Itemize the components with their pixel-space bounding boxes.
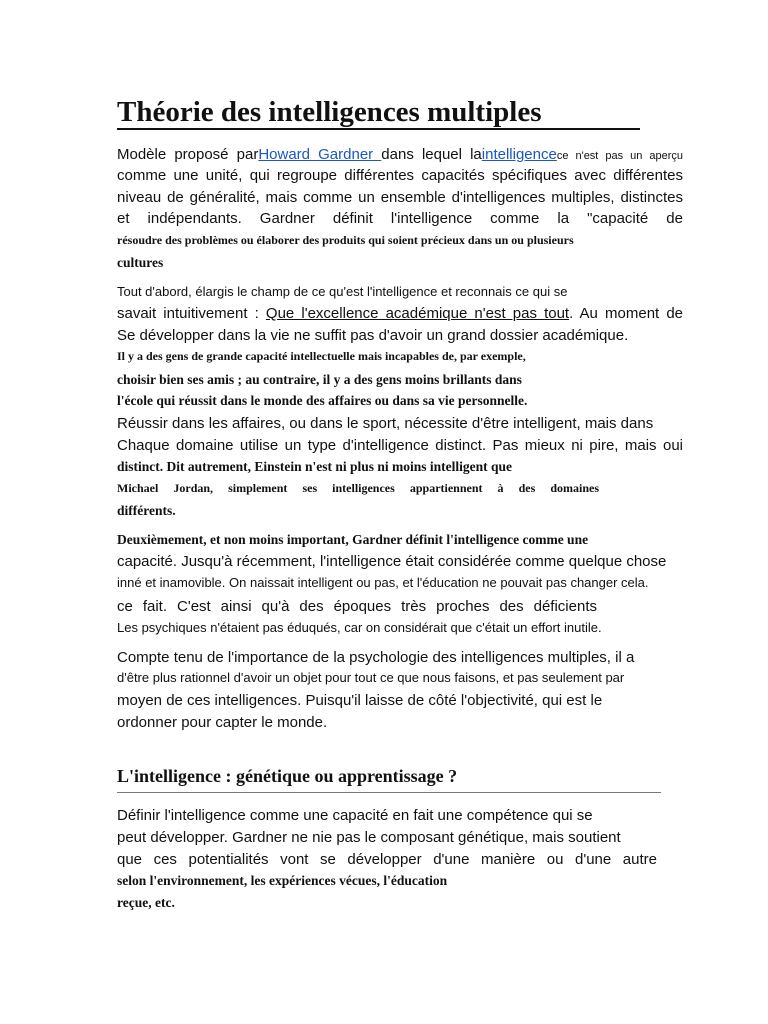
page-title: Théorie des intelligences multiples (117, 96, 542, 128)
paragraph-1-line-3: niveau de généralité, mais comme un ensemble d'intelligences multiples, distinctes (117, 189, 683, 206)
paragraph-4-line-4: ordonner pour capter le monde. (117, 714, 328, 731)
paragraph-1-line-5: résoudre des problèmes ou élaborer des produits qui soient précieux dans un ou plusieurs (117, 233, 574, 247)
title-underline (117, 128, 640, 130)
paragraph-2-line-8: Chaque domaine utilise un type d'intelligence distinct. Pas mieux ni pire, mais oui (117, 437, 683, 454)
paragraph-2-line-10: Michael Jordan, simplement ses intelligences appartiennent à des domaines (117, 481, 599, 495)
paragraph-1-line-6: cultures (117, 255, 164, 270)
text-span: dans lequel la (381, 146, 482, 163)
paragraph-1-line-2: comme une unité, qui regroupe différentes capacités spécifiques avec différentes (117, 167, 683, 184)
section-heading-rule (117, 792, 661, 793)
paragraph-2-line-1: Tout d'abord, élargis le champ de ce qu'est l'intelligence et reconnais ce qui se (117, 284, 568, 299)
paragraph-2-line-6: l'école qui réussit dans le monde des affaires ou dans sa vie personnelle. (117, 393, 528, 408)
underlined-quote: Que l'excellence académique n'est pas tout (265, 305, 570, 322)
paragraph-5-line-5: reçue, etc. (117, 895, 175, 910)
paragraph-2-line-11: différents. (117, 503, 176, 518)
paragraph-2-line-2 (117, 305, 683, 322)
paragraph-2-line-7: Réussir dans les affaires, ou dans le sport, nécessite d'être intelligent, mais dans (117, 415, 654, 432)
paragraph-5-line-4: selon l'environnement, les expériences vécues, l'éducation (117, 873, 448, 888)
howard-gardner-link[interactable]: Howard Gardner (258, 146, 382, 163)
paragraph-1-line-4: et indépendants. Gardner définit l'intelligence comme la "capacité de (117, 210, 683, 227)
paragraph-2-line-9: distinct. Dit autrement, Einstein n'est ni plus ni moins intelligent que (117, 459, 513, 474)
section-heading: L'intelligence : génétique ou apprentissage ? (117, 766, 458, 786)
paragraph-3-line-5: Les psychiques n'étaient pas éduqués, car on considérait que c'était un effort inutile. (117, 620, 602, 635)
text-span: savait intuitivement : (117, 305, 266, 322)
paragraph-4-line-2: d'être plus rationnel d'avoir un objet pour tout ce que nous faisons, et pas seulement par (117, 670, 625, 685)
paragraph-3-line-3: inné et inamovible. On naissait intelligent ou pas, et l'éducation ne pouvait pas changer cela. (117, 575, 649, 590)
paragraph-2-line-4: Il y a des gens de grande capacité intellectuelle mais incapables de, par exemple, (117, 349, 526, 363)
text-span: . Au moment de (569, 305, 684, 322)
paragraph-3-line-4: ce fait. C'est ainsi qu'à des époques très proches des déficients (117, 598, 597, 615)
paragraph-4-line-1: Compte tenu de l'importance de la psychologie des intelligences multiples, il a (117, 649, 635, 666)
paragraph-5-line-1: Définir l'intelligence comme une capacité en fait une compétence qui se (117, 807, 593, 824)
paragraph-3-line-2: capacité. Jusqu'à récemment, l'intelligence était considérée comme quelque chose (117, 553, 667, 570)
paragraph-4-line-3: moyen de ces intelligences. Puisqu'il laisse de côté l'objectivité, qui est le (117, 692, 603, 709)
paragraph-2-line-3: Se développer dans la vie ne suffit pas d'avoir un grand dossier académique. (117, 327, 629, 344)
paragraph-1-line-1 (117, 146, 683, 163)
intelligence-link[interactable]: intelligence (481, 146, 557, 163)
paragraph-2-line-5: choisir bien ses amis ; au contraire, il y a des gens moins brillants dans (117, 372, 522, 387)
text-span: ce n'est pas un aperçu (556, 150, 683, 162)
paragraph-3-line-1: Deuxièmement, et non moins important, Gardner définit l'intelligence comme une (117, 532, 589, 547)
paragraph-5-line-2: peut développer. Gardner ne nie pas le composant génétique, mais soutient (117, 829, 621, 846)
text-span: Modèle proposé par (117, 146, 259, 163)
paragraph-5-line-3: que ces potentialités vont se développer d'une manière ou d'une autre (117, 851, 657, 868)
